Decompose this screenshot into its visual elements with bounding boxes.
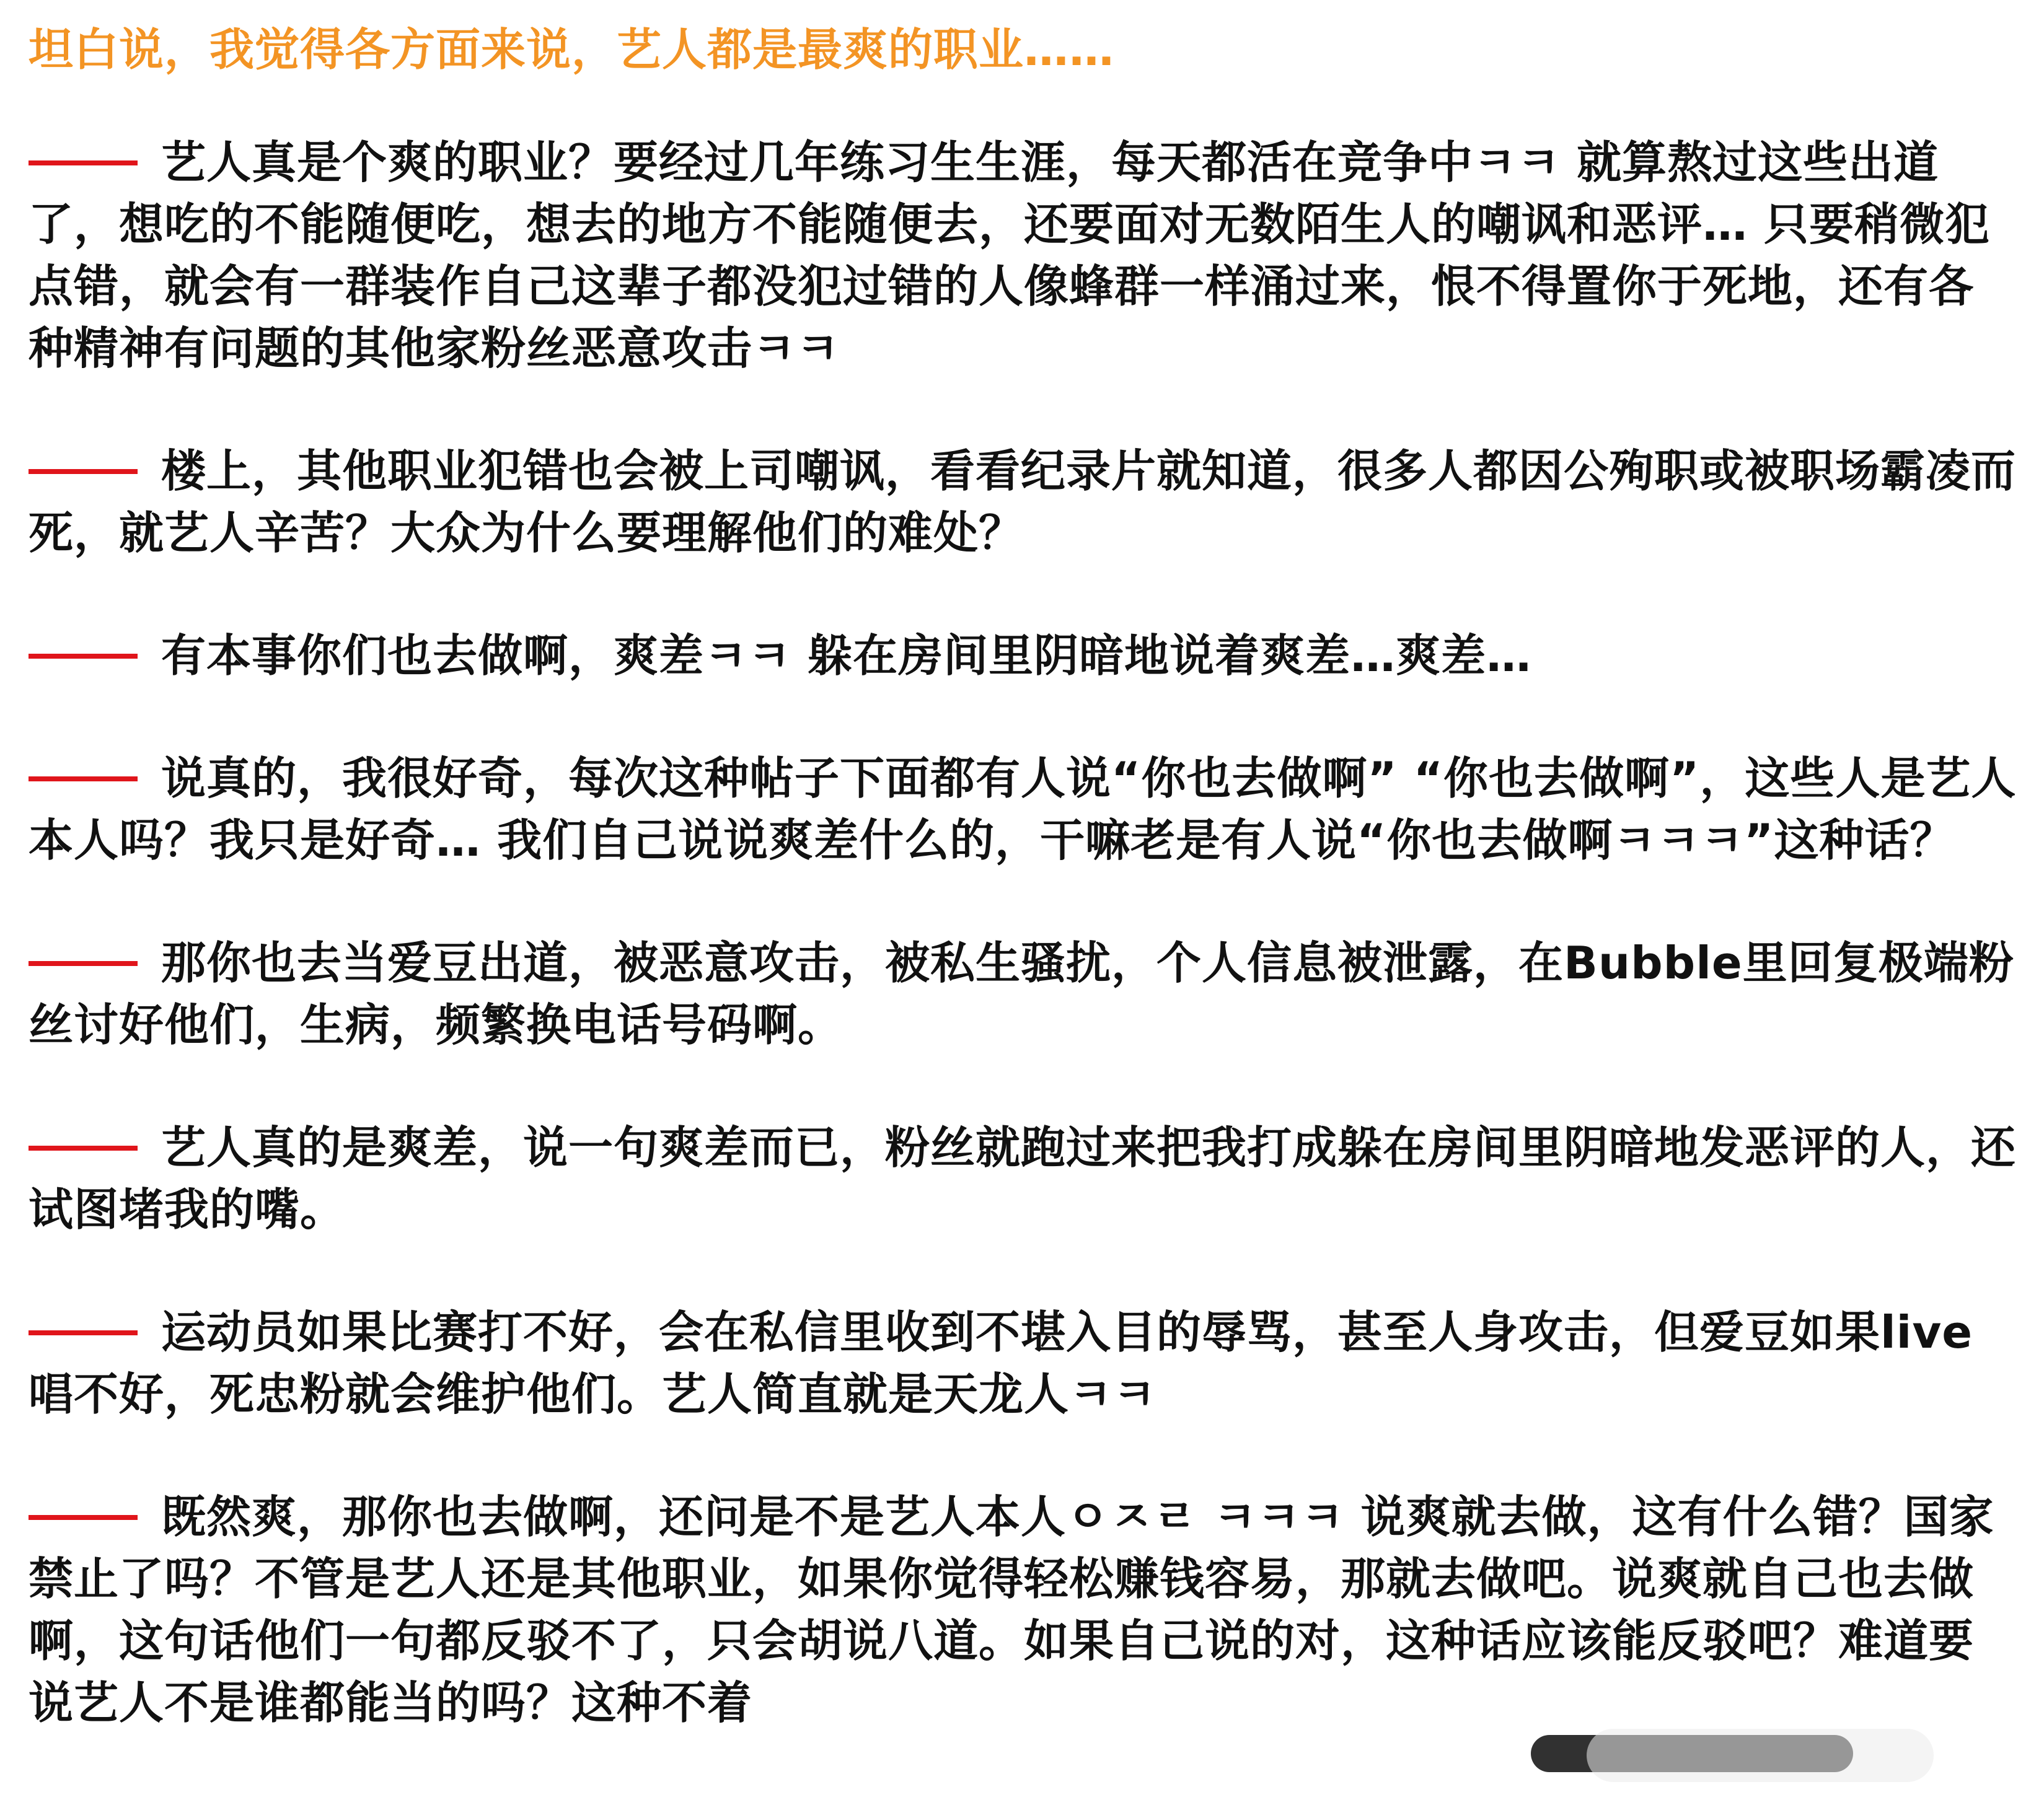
dash-marker: [29, 1146, 138, 1151]
comment-5: [29, 932, 2018, 1056]
comment-text: 那你也去当爱豆出道，被恶意攻击，被私生骚扰，个人信息被泄露，在Bubble里回复极端粉丝讨好他们，生病，频繁换电话号码啊。: [29, 937, 2014, 1051]
post-title: 坦白说，我觉得各方面来说，艺人都是最爽的职业……: [29, 24, 1115, 76]
comment-text: 既然爽，那你也去做啊，还问是不是艺人本人ㅇㅈㄹ ㅋㅋㅋ 说爽就去做，这有什么错？国家禁止了吗？不管是艺人还是其他职业，如果你觉得轻松赚钱容易，那就去做吧。说爽就自己也去做啊，这句话他们一句都反驳不了，只会胡说八道。如果自己说的对，这种话应该能反驳吧？难道要说艺人不是谁都能当的吗？这种不着: [29, 1491, 1994, 1729]
comment-6: [29, 1117, 2018, 1241]
dash-marker: [29, 1330, 138, 1335]
comment-text: 有本事你们也去做啊，爽差ㅋㅋ 躲在房间里阴暗地说着爽差…爽差…: [161, 630, 1532, 682]
watermark: [1587, 1729, 1934, 1782]
comment-text: 说真的，我很好奇，每次这种帖子下面都有人说“你也去做啊” “你也去做啊”，这些人是艺人本人吗？我只是好奇… 我们自己说说爽差什么的，干嘛老是有人说“你也去做啊ㅋㅋㅋ”这种话？: [29, 752, 2017, 866]
comment-2: [29, 440, 2018, 564]
dash-marker: [29, 469, 138, 474]
comment-1: [29, 131, 2018, 379]
comment-3: [29, 625, 2018, 687]
comment-8: [29, 1486, 2018, 1734]
comment-text: 艺人真的是爽差，说一句爽差而已，粉丝就跑过来把我打成躲在房间里阴暗地发恶评的人，还试图堵我的嘴。: [29, 1122, 2017, 1236]
comment-4: [29, 747, 2018, 871]
comment-text: 运动员如果比赛打不好，会在私信里收到不堪入目的辱骂，甚至人身攻击，但爱豆如果live唱不好，死忠粉就会维护他们。艺人简直就是天龙人ㅋㅋ: [29, 1306, 1973, 1420]
dash-marker: [29, 776, 138, 781]
dash-marker: [29, 1515, 138, 1520]
dash-marker: [29, 654, 138, 659]
comment-text: 艺人真是个爽的职业？要经过几年练习生生涯，每天都活在竞争中ㅋㅋ 就算熬过这些出道了，想吃的不能随便吃，想去的地方不能随便去，还要面对无数陌生人的嘲讽和恶评… 只要稍微犯点错，就会有一群装作自己这辈子都没犯过错的人像蜂群一样涌过来，恨不得置你于死地，还有各种精神有问题的其他家粉丝恶意攻击ㅋㅋ: [29, 136, 1991, 374]
post-content: [29, 19, 2018, 1734]
comment-7: [29, 1301, 2018, 1425]
dash-marker: [29, 961, 138, 966]
comment-text: 楼上，其他职业犯错也会被上司嘲讽，看看纪录片就知道，很多人都因公殉职或被职场霸凌而死，就艺人辛苦？大众为什么要理解他们的难处？: [29, 445, 2017, 559]
dash-marker: [29, 160, 138, 165]
